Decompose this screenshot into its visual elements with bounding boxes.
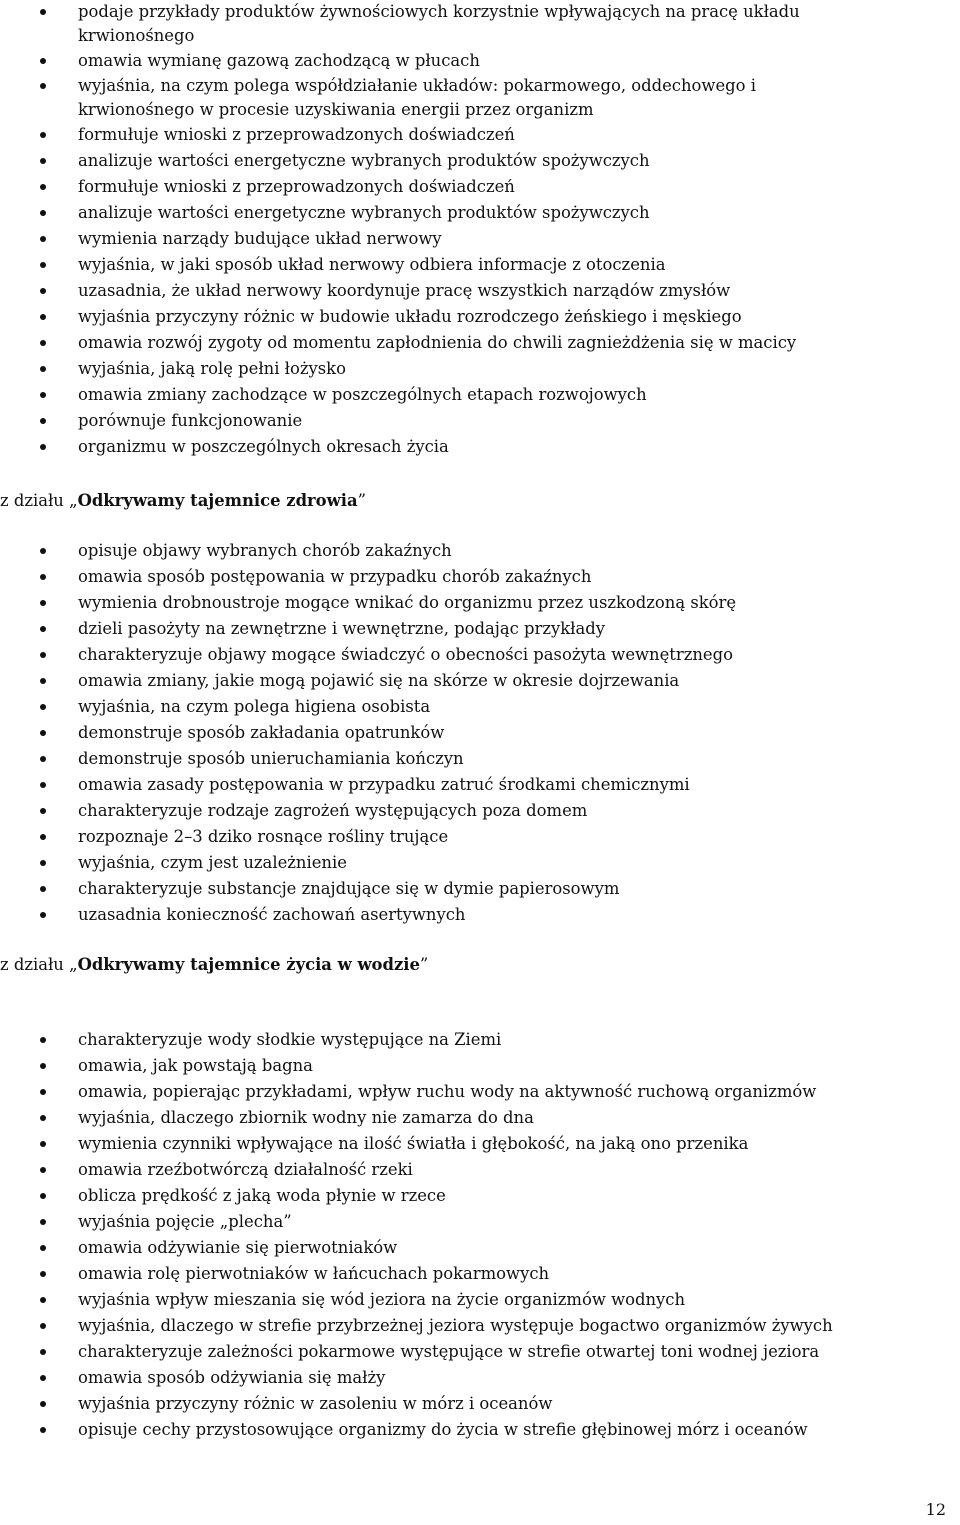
list-item: demonstruje sposób unieruchamiania kończyn (0, 746, 950, 772)
list-item: uzasadnia konieczność zachowań asertywnych (0, 902, 950, 928)
list-item: wyjaśnia, dlaczego zbiornik wodny nie zamarza do dna (0, 1105, 950, 1131)
list-item: uzasadnia, że układ nerwowy koordynuje pracę wszystkich narządów zmysłów (0, 278, 950, 304)
list-item: omawia, popierając przykładami, wpływ ruchu wody na aktywność ruchową organizmów (0, 1079, 950, 1105)
heading-prefix: z działu „ (0, 491, 78, 510)
list-item: formułuje wnioski z przeprowadzonych doświadczeń (0, 174, 950, 200)
list-item: charakteryzuje wody słodkie występujące na Ziemi (0, 1027, 950, 1053)
list-item: analizuje wartości energetyczne wybranych produktów spożywczych (0, 200, 950, 226)
list-item: omawia sposób postępowania w przypadku chorób zakaźnych (0, 564, 950, 590)
list-item: dzieli pasożyty na zewnętrzne i wewnętrzne, podając przykłady (0, 616, 950, 642)
objectives-list-1 (0, 0, 950, 460)
list-item: charakteryzuje objawy mogące świadczyć o obecności pasożyta wewnętrznego (0, 642, 950, 668)
list-item: oblicza prędkość z jaką woda płynie w rzece (0, 1183, 950, 1209)
list-item: formułuje wnioski z przeprowadzonych doświadczeń (0, 122, 950, 148)
list-item: wymienia drobnoustroje mogące wnikać do organizmu przez uszkodzoną skórę (0, 590, 950, 616)
objectives-list-3 (0, 1027, 950, 1443)
list-item: wyjaśnia przyczyny różnic w zasoleniu w mórz i oceanów (0, 1391, 950, 1417)
list-item: omawia odżywianie się pierwotniaków (0, 1235, 950, 1261)
page-number: 12 (925, 1500, 946, 1519)
list-item: omawia, jak powstają bagna (0, 1053, 950, 1079)
heading-title: Odkrywamy tajemnice zdrowia (77, 491, 358, 510)
list-item: wyjaśnia, czym jest uzależnienie (0, 850, 950, 876)
list-item: wymienia narządy budujące układ nerwowy (0, 226, 950, 252)
list-item: omawia rozwój zygoty od momentu zapłodnienia do chwili zagnieżdżenia się w macicy (0, 330, 950, 356)
list-item: wyjaśnia, na czym polega współdziałanie układów: pokarmowego, oddechowego i krwionośnego w procesie uzyskiwania energii przez organizm (0, 74, 950, 122)
list-item: omawia wymianę gazową zachodzącą w płucach (0, 48, 950, 74)
objectives-list-2 (0, 538, 950, 928)
list-item: wyjaśnia pojęcie „plecha” (0, 1209, 950, 1235)
heading-title: Odkrywamy tajemnice życia w wodzie (77, 955, 420, 974)
heading-suffix: ” (357, 491, 366, 510)
list-item: opisuje cechy przystosowujące organizmy do życia w strefie głębinowej mórz i oceanów (0, 1417, 950, 1443)
list-item: analizuje wartości energetyczne wybranych produktów spożywczych (0, 148, 950, 174)
list-item: opisuje objawy wybranych chorób zakaźnych (0, 538, 950, 564)
list-item: wyjaśnia, na czym polega higiena osobista (0, 694, 950, 720)
section-heading-health (0, 488, 366, 514)
list-item: omawia zmiany zachodzące w poszczególnych etapach rozwojowych (0, 382, 950, 408)
list-item: omawia zasady postępowania w przypadku zatruć środkami chemicznymi (0, 772, 950, 798)
list-item: charakteryzuje zależności pokarmowe występujące w strefie otwartej toni wodnej jeziora (0, 1339, 950, 1365)
list-item: demonstruje sposób zakładania opatrunków (0, 720, 950, 746)
list-item: charakteryzuje rodzaje zagrożeń występujących poza domem (0, 798, 950, 824)
list-item: organizmu w poszczególnych okresach życia (0, 434, 950, 460)
list-item: omawia zmiany, jakie mogą pojawić się na skórze w okresie dojrzewania (0, 668, 950, 694)
list-item: charakteryzuje substancje znajdujące się w dymie papierosowym (0, 876, 950, 902)
list-item: wyjaśnia, jaką rolę pełni łożysko (0, 356, 950, 382)
heading-suffix: ” (419, 955, 429, 974)
list-item: wyjaśnia przyczyny różnic w budowie układu rozrodczego żeńskiego i męskiego (0, 304, 950, 330)
list-item: omawia rolę pierwotniaków w łańcuchach pokarmowych (0, 1261, 950, 1287)
list-item: porównuje funkcjonowanie (0, 408, 950, 434)
list-item: wymienia czynniki wpływające na ilość światła i głębokość, na jaką ono przenika (0, 1131, 950, 1157)
heading-prefix: z działu „ (0, 955, 78, 974)
list-item: wyjaśnia, w jaki sposób układ nerwowy odbiera informacje z otoczenia (0, 252, 950, 278)
list-item: omawia rzeźbotwórczą działalność rzeki (0, 1157, 950, 1183)
list-item: wyjaśnia, dlaczego w strefie przybrzeżnej jeziora występuje bogactwo organizmów żywych (0, 1313, 950, 1339)
list-item: rozpoznaje 2–3 dziko rosnące rośliny trujące (0, 824, 950, 850)
list-item: omawia sposób odżywiania się małży (0, 1365, 950, 1391)
list-item: wyjaśnia wpływ mieszania się wód jeziora na życie organizmów wodnych (0, 1287, 950, 1313)
list-item: podaje przykłady produktów żywnościowych korzystnie wpływających na pracę układu krwionośnego (0, 0, 950, 48)
section-heading-water (0, 952, 428, 978)
